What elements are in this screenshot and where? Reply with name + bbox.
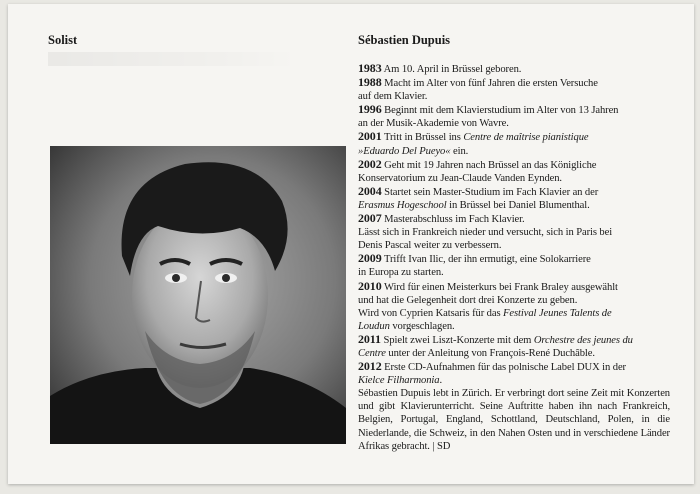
timeline-text: Lässt sich in Frankreich nieder und versucht, sich in Paris bei [358,227,613,239]
timeline-line [358,347,670,360]
timeline-text: . [439,375,443,387]
timeline-year: 2010 [358,278,382,293]
timeline-text: Wird für einen Meisterkurs bei Frank Braley ausgewählt [383,281,618,293]
timeline-text: Tritt in Brüssel ins [383,132,464,144]
timeline-line [358,103,670,117]
timeline-line [358,360,670,374]
timeline-text: unter der Anleitung von François-René Duchâble. [385,347,595,359]
timeline-line [358,199,670,212]
timeline-line [358,145,670,158]
timeline-line [358,62,670,76]
timeline-text: Denis Pascal weiter zu verbessern. [358,240,502,252]
timeline-italic-text: Festival Jeunes Talents de [503,307,612,319]
timeline-text: auf dem Klavier. [358,91,428,103]
timeline-year: 2012 [358,359,382,374]
timeline-line [358,172,670,185]
timeline-text: Startet sein Master-Studium im Fach Klavier an der [384,186,599,198]
timeline-text: vorgeschlagen. [389,320,455,332]
timeline-text: Macht im Alter von fünf Jahren die ersten Versuche [384,78,598,90]
timeline-year: 2002 [358,156,382,171]
timeline-italic-text: Loudun [358,320,390,332]
timeline-text: Masterabschluss im Fach Klavier. [384,214,525,226]
section-heading-solist: Solist [48,33,78,47]
artist-name-heading: Sébastien Dupuis [358,33,451,47]
timeline-italic-text: Kielce Filharmonia [358,375,440,387]
timeline-text: Erste CD-Aufnahmen für das polnische Label DUX in der [384,362,626,374]
timeline-year: 1988 [358,75,382,90]
timeline-line [358,307,670,320]
timeline-line [358,130,670,144]
show-through-print [48,52,298,66]
timeline-year: 2011 [358,331,381,346]
timeline-line [358,252,670,266]
timeline-line [358,333,670,347]
timeline-line [358,117,670,130]
timeline-line [358,320,670,333]
timeline-line [358,280,670,294]
timeline-italic-text: »Eduardo Del Pueyo« [358,145,451,157]
timeline-italic-text: Erasmus Hogeschool [358,199,447,211]
timeline-text: Spielt zwei Liszt-Konzerte mit dem [383,334,534,346]
timeline-text: Beginnt mit dem Klavierstudium im Alter von 13 Jahren [384,105,619,117]
portrait-image [50,146,346,444]
timeline-line [358,239,670,252]
artist-portrait-photo [50,146,346,444]
timeline-text: und hat die Gelegenheit dort drei Konzerte zu geben. [358,294,578,306]
timeline-line [358,226,670,239]
timeline-year: 2007 [358,211,382,226]
timeline-year: 2001 [358,129,382,144]
closing-paragraph: Sébastien Dupuis lebt in Zürich. Er verbringt dort seine Zeit mit Konzerten und gibt Klavierunterricht. Seine Auftritte haben ihn nach Frankreich, Belgien, Portugal, England, Schottland, Deutschland, Polen, in die Niederlande, die Schweiz, in den Nahen Osten und in verschiedene Länder Afrikas gebracht. | SD [358,388,670,452]
timeline-line [358,185,670,199]
timeline-text: in Brüssel bei Daniel Blumenthal. [446,199,590,211]
timeline-text: Trifft Ivan Ilic, der ihn ermutigt, eine Solokarriere [383,254,591,266]
timeline-year: 2009 [358,251,382,266]
timeline-text: Am 10. April in Brüssel geboren. [383,64,522,75]
timeline-text: in Europa zu starten. [358,267,444,279]
timeline-text: ein. [450,145,469,157]
timeline-italic-text: Orchestre des jeunes du [533,334,633,346]
timeline-year: 2004 [358,183,382,198]
timeline-italic-text: Centre [358,347,386,359]
timeline-italic-text: Centre de maîtrise pianistique [463,132,589,144]
timeline-line [358,158,670,172]
timeline-line [358,294,670,307]
timeline-text: Wird von Cyprien Katsaris für das [358,307,504,319]
timeline-text: an der Musik-Akademie von Wavre. [358,118,509,130]
timeline-line [358,90,670,103]
timeline-year: 1996 [358,102,382,117]
timeline-text: Konservatorium zu Jean-Claude Vanden Eynden. [358,172,562,184]
timeline-line [358,374,670,387]
timeline-line [358,76,670,90]
program-page [8,4,694,484]
timeline-year: 1983 [358,61,382,75]
timeline-line [358,212,670,226]
biography-text [358,62,670,453]
timeline-line [358,266,670,279]
timeline-text: Geht mit 19 Jahren nach Brüssel an das Königliche [384,159,597,171]
